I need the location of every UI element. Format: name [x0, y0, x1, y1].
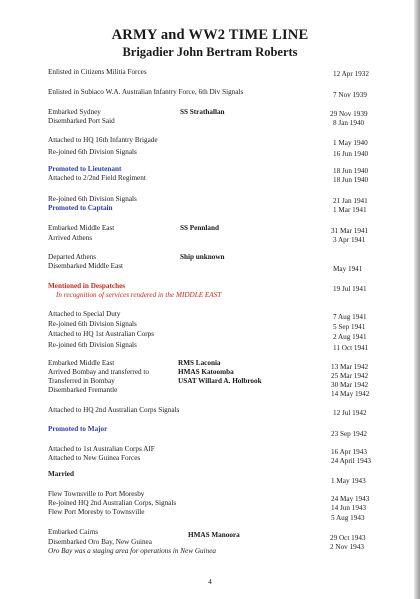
page-number: 4 — [208, 577, 212, 586]
event-text: Re-joined 6th Division Signals — [48, 148, 137, 156]
event-date: 5 Aug 1943 — [331, 514, 365, 522]
event-text: Disembarked Oro Bay, New Guinea — [48, 538, 152, 546]
page-edge-shadow — [414, 0, 420, 599]
event-date: 23 Sep 1942 — [331, 430, 367, 438]
event-date: 19 Jul 1941 — [333, 285, 367, 293]
ship-name: HMAS Katoomba — [178, 368, 234, 376]
event-date: 13 Mar 1942 — [331, 363, 369, 371]
event-date: 5 Sep 1941 — [333, 323, 366, 331]
event-date: 29 Oct 1943 — [330, 534, 366, 542]
event-text: Arrived Athens — [48, 234, 93, 242]
event-text: Re-joined HQ 2nd Australian Corps, Signals — [48, 499, 177, 507]
event-text: Disembarked Port Said — [48, 117, 115, 125]
event-text: Embarked Middle East — [48, 224, 115, 232]
event-text: Disembarked Fremantle — [48, 386, 118, 394]
event-date: 24 May 1943 — [331, 495, 370, 503]
event-date: 3 Apr 1941 — [333, 236, 366, 244]
event-date: 21 Jan 1941 — [333, 197, 368, 205]
event-text: Embarked Middle East — [48, 359, 115, 367]
event-date: 7 Nov 1939 — [333, 91, 367, 99]
event-date: 2 Aug 1941 — [333, 333, 367, 341]
award-citation: In recognition of services rendered in the MIDDLE EAST — [56, 291, 222, 299]
event-date: 24 April 1943 — [331, 457, 371, 465]
event-text: Attached to HQ 1st Australian Corps — [48, 330, 155, 338]
event-text: Departed Athens — [48, 253, 97, 261]
event-date: 14 May 1942 — [331, 390, 370, 398]
event-text: Re-joined 6th Division Signals — [48, 341, 137, 349]
event-date: 2 Nov 1943 — [330, 543, 364, 551]
event-text: Arrived Bombay and transferred to — [48, 368, 149, 376]
event-text: Enlisted in Subiaco W.A. Australian Infantry Force, 6th Div Signals — [48, 88, 244, 96]
ship-name: USAT Willard A. Holbrook — [178, 377, 262, 385]
event-date: 18 Jun 1940 — [333, 167, 369, 175]
event-date: 8 Jan 1940 — [333, 119, 365, 127]
event-date: 1 May 1940 — [333, 139, 368, 147]
event-text: Embarked Cairns — [48, 528, 99, 536]
event-text: Married — [48, 470, 74, 478]
event-date: 16 Jun 1940 — [333, 150, 369, 158]
promotion-heading: Promoted to Captain — [48, 204, 113, 212]
event-text: Attached to HQ 2nd Australian Corps Signals — [48, 406, 180, 414]
page-subtitle: Brigadier John Bertram Roberts — [122, 45, 298, 59]
event-date: 31 Mar 1941 — [331, 227, 369, 235]
event-text: Re-joined 6th Division Signals — [48, 195, 137, 203]
event-date: 25 Mar 1942 — [331, 372, 369, 380]
ship-name: Ship unknown — [180, 253, 225, 261]
event-date: 7 Aug 1941 — [333, 313, 367, 321]
event-date: 1 Mar 1941 — [333, 206, 367, 214]
event-date: 11 Oct 1941 — [333, 344, 369, 352]
event-date: 30 Mar 1942 — [331, 381, 369, 389]
event-date: 16 Apr 1943 — [331, 448, 367, 456]
ship-name: SS Pennland — [180, 224, 219, 232]
event-date: 1 May 1943 — [331, 477, 366, 485]
event-text: Flew Port Moresby to Townsville — [48, 508, 145, 516]
event-text: Disembarked Middle East — [48, 262, 124, 270]
ship-name: SS Strathallan — [180, 108, 225, 116]
event-text: Embarked Sydney — [48, 108, 101, 116]
event-text: Re-joined 6th Division Signals — [48, 320, 137, 328]
event-text: Attached to HQ 16th Infantry Brigade — [48, 136, 158, 144]
event-date: May 1941 — [333, 265, 363, 273]
event-text: Enlisted in Citizens Militia Forces — [48, 68, 147, 76]
ship-name: RMS Laconia — [178, 359, 221, 367]
event-date: 18 Jun 1940 — [333, 176, 369, 184]
page-title: ARMY and WW2 TIME LINE — [111, 27, 309, 43]
promotion-heading: Promoted to Major — [48, 425, 108, 433]
event-date: 29 Nov 1939 — [330, 110, 368, 118]
event-date: 12 Apr 1932 — [333, 70, 369, 78]
award-heading: Mentioned in Despatches — [48, 282, 126, 290]
event-date: 12 Jul 1942 — [333, 409, 367, 417]
event-text: Attached to New Guinea Forces — [48, 454, 141, 462]
event-text: Transferred in Bombay — [48, 377, 115, 385]
event-note: Oro Bay was a staging area for operations in New Guinea — [48, 547, 216, 555]
event-text: Attached to 2/2nd Field Regiment — [48, 174, 146, 182]
event-text: Attached to Special Duty — [48, 310, 121, 318]
event-text: Attached to 1st Australian Corps AIF — [48, 445, 155, 453]
ship-name: HMAS Manoora — [188, 531, 240, 539]
event-text: Flew Townsville to Port Moresby — [48, 490, 145, 498]
promotion-heading: Promoted to Lieutenant — [48, 165, 122, 173]
event-date: 14 Jun 1943 — [331, 504, 367, 512]
